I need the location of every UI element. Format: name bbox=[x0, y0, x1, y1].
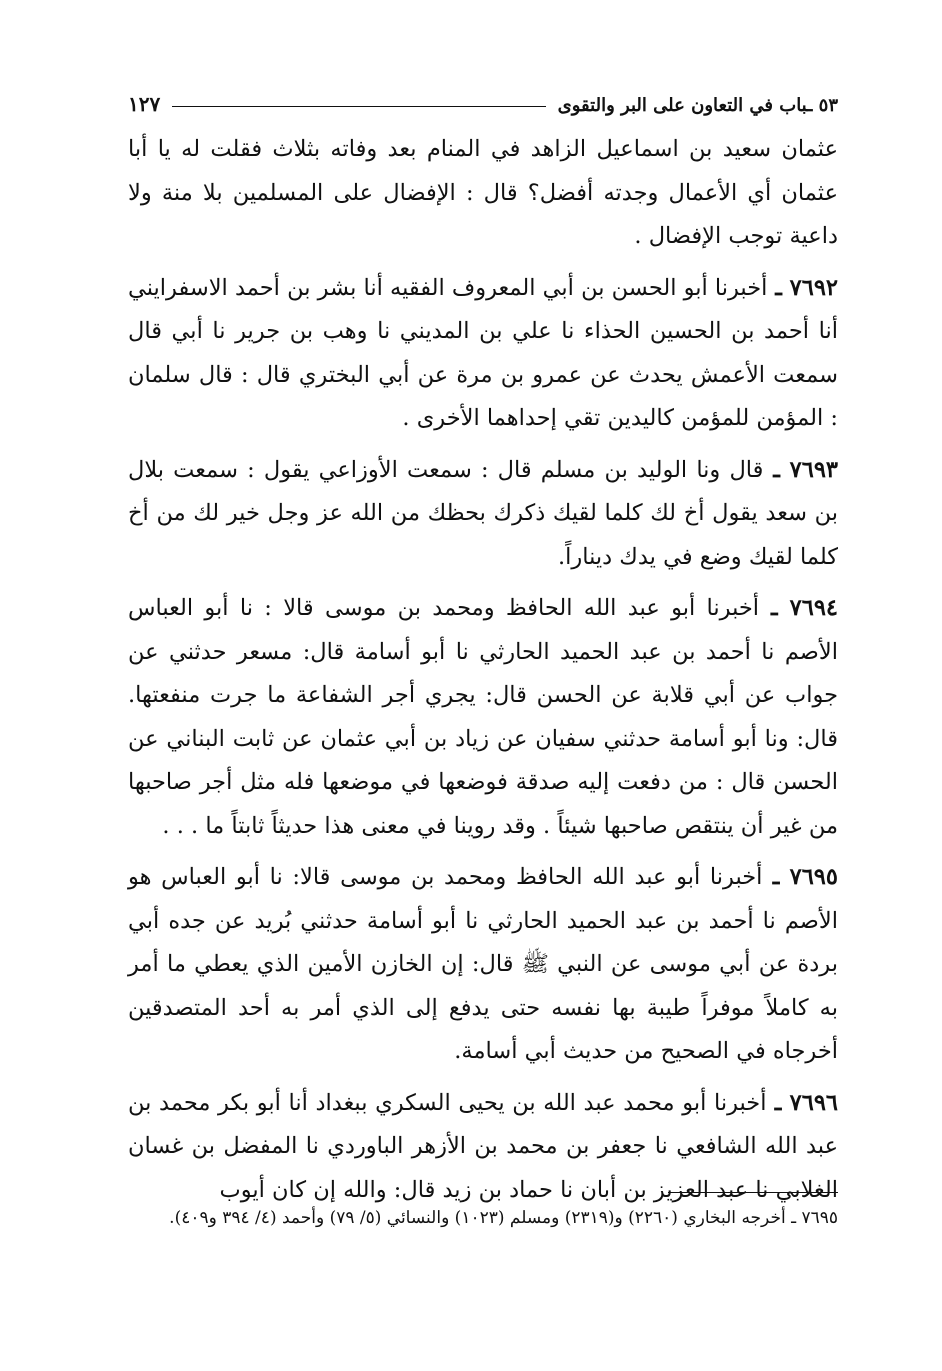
page-body bbox=[128, 128, 838, 1220]
header-rule bbox=[172, 106, 545, 107]
hadith-number: ٧٦٩٢ ـ bbox=[767, 274, 838, 301]
hadith-number: ٧٦٩٣ ـ bbox=[763, 456, 838, 483]
hadith-number: ٧٦٩٥ ـ bbox=[762, 864, 838, 890]
paragraph-text: أخبرنا أبو عبد الله الحافظ ومحمد بن موسى قالا: نا أبو العباس هو الأصم نا أحمد بن عبد الحميد الحارثي نا أبو أسامة حدثني بُريد عن جده أبي بردة عن أبي موسى عن النبي ﷺ قال: إن الخازن الأمين الذي يعطي ما أمر به كاملاً موفراً طيبة بها نفسه حتى يدفع إلى الذي أمر به أحد المتصدقين أخرجاه في الصحيح من حديث أبي أسامة. bbox=[128, 864, 838, 1064]
paragraph-text: أخبرنا أبو عبد الله الحافظ ومحمد بن موسى قالا : نا أبو العباس الأصم نا أحمد بن عبد الحميد الحارثي نا أبو أسامة قال: مسعر حدثني عن جواب عن أبي قلابة عن الحسن قال: يجري أجر الشفاعة ما جرت منفعتها. قال: ونا أبو أسامة حدثني سفيان عن زياد بن أبي عثمان عن ثابت البناني عن الحسن قال : من دفعت إليه صدقة فوضعها في موضعها فله مثل أجر صاحبها من غير أن ينتقص صاحبها شيئاً . وقد روينا في معنى هذا حديثاً ثابتاً ما . . . bbox=[128, 595, 838, 839]
hadith-7694 bbox=[128, 587, 838, 848]
paragraph-text: عثمان سعيد بن اسماعيل الزاهد في المنام بعد وفاته بثلاث فقلت له يا أبا عثمان أي الأعمال وجدته أفضل؟ قال : الإفضال على المسلمين بلا منة ولا داعية توجب الإفضال . bbox=[128, 136, 838, 249]
hadith-7695 bbox=[128, 856, 838, 1074]
footnote: ٧٦٩٥ ـ أخرجه البخاري (٢٢٦٠) و(٢٣١٩) ومسلم (١٠٢٣) والنسائي (٥/ ٧٩) وأحمد (٤/ ٣٩٤ و٤٠٩). bbox=[169, 1208, 838, 1228]
hadith-number: ٧٦٩٦ ـ bbox=[766, 1089, 838, 1116]
paragraph-text: قال ونا الوليد بن مسلم قال : سمعت الأوزاعي يقول : سمعت بلال بن سعد يقول أخ لك كلما لقيك ذكرك بحظك من الله عز وجل خير لك من أخ كلما لقيك وضع في يدك ديناراً. bbox=[128, 456, 838, 570]
paragraph-text: أخبرنا أبو الحسن بن أبي المعروف الفقيه أنا بشر بن أحمد الاسفرايني أنا أحمد بن الحسين الحذاء نا علي بن المديني نا وهب بن جرير نا أبي قال سمعت الأعمش يحدث عن عمرو بن مرة عن أبي البختري قال : قال سلمان : المؤمن للمؤمن كاليدين تقي إحداهما الأخرى . bbox=[128, 274, 838, 431]
hadith-7692 bbox=[128, 267, 838, 441]
page-number: ١٢٧ bbox=[128, 92, 161, 116]
hadith-number: ٧٦٩٤ ـ bbox=[759, 595, 838, 621]
chapter-title: ٥٣ ـباب في التعاون على البر والتقوى bbox=[557, 95, 838, 116]
paragraph-continuation bbox=[128, 128, 838, 259]
footnote-rule bbox=[668, 1192, 838, 1193]
hadith-7693 bbox=[128, 449, 838, 580]
running-header bbox=[128, 80, 838, 116]
paragraph-text: أخبرنا أبو محمد عبد الله بن يحيى السكري ببغداد أنا أبو بكر محمد بن عبد الله الشافعي نا جعفر بن محمد بن الأزهر الباوردي نا المفضل بن غسان الغلابي نا عبد العزيز بن أبان نا حماد بن زيد قال: والله إن كان أيوب bbox=[128, 1089, 838, 1203]
